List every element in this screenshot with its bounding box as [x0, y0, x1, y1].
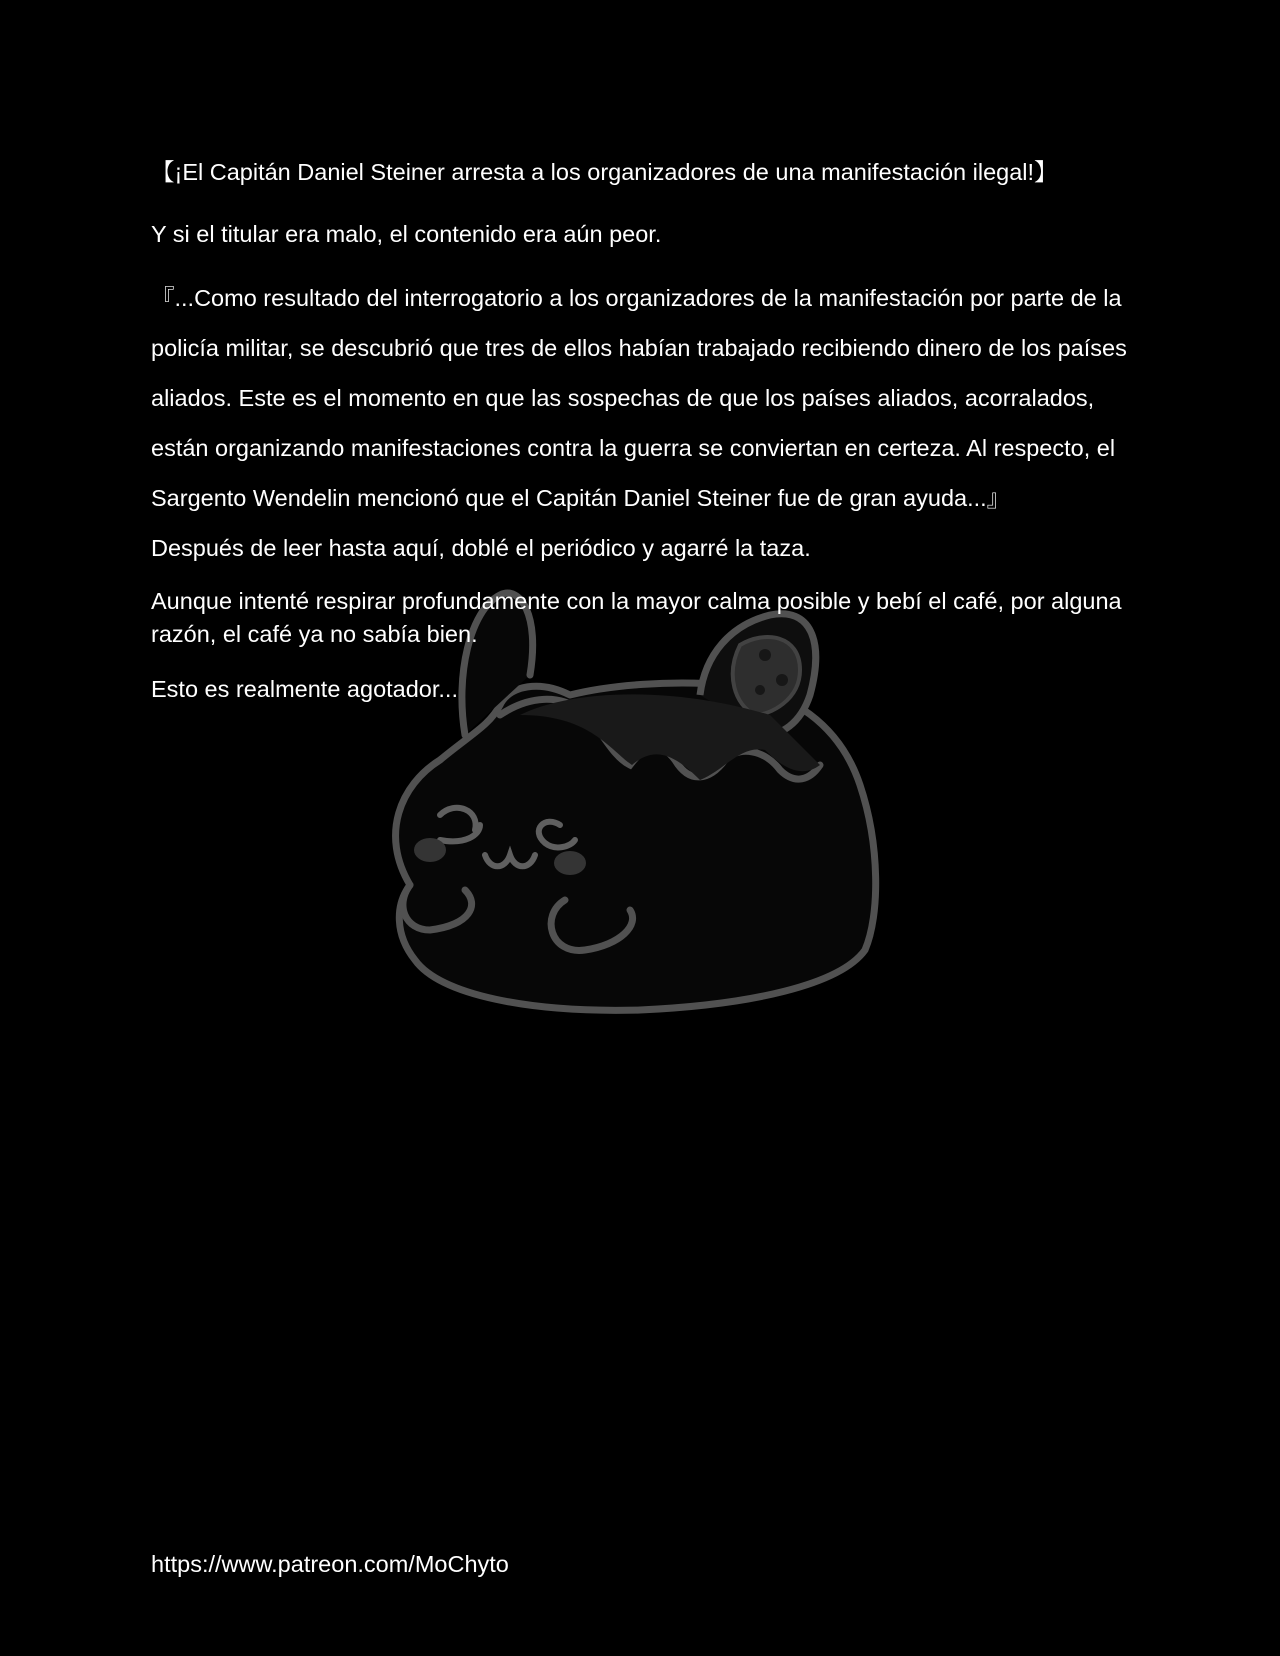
paragraph: Esto es realmente agotador...: [151, 676, 458, 702]
patreon-link[interactable]: https://www.patreon.com/MoChyto: [151, 1551, 509, 1577]
chapter-text: [151, 155, 1141, 706]
newspaper-headline: 【¡El Capitán Daniel Steiner arresta a los organizadores de una manifestación ilegal!】: [151, 159, 1058, 185]
paragraph: Después de leer hasta aquí, doblé el periódico y agarré la taza.: [151, 535, 811, 561]
newspaper-quote: 『...Como resultado del interrogatorio a los organizadores de la manifestación por parte de la policía militar, se descubrió que tres de ellos habían trabajado recibiendo dinero de los países aliados. Este es el momento en que las sospechas de que los países aliados, acorralados, están organizando manifestaciones contra la guerra se conviertan en certeza. Al respecto, el Sargento Wendelin mencionó que el Capitán Daniel Steiner fue de gran ayuda...』: [151, 285, 1134, 511]
paragraph: Aunque intenté respirar profundamente con la mayor calma posible y bebí el café, por alguna razón, el café ya no sabía bien.: [151, 588, 1129, 647]
paragraph: Y si el titular era malo, el contenido era aún peor.: [151, 221, 662, 247]
